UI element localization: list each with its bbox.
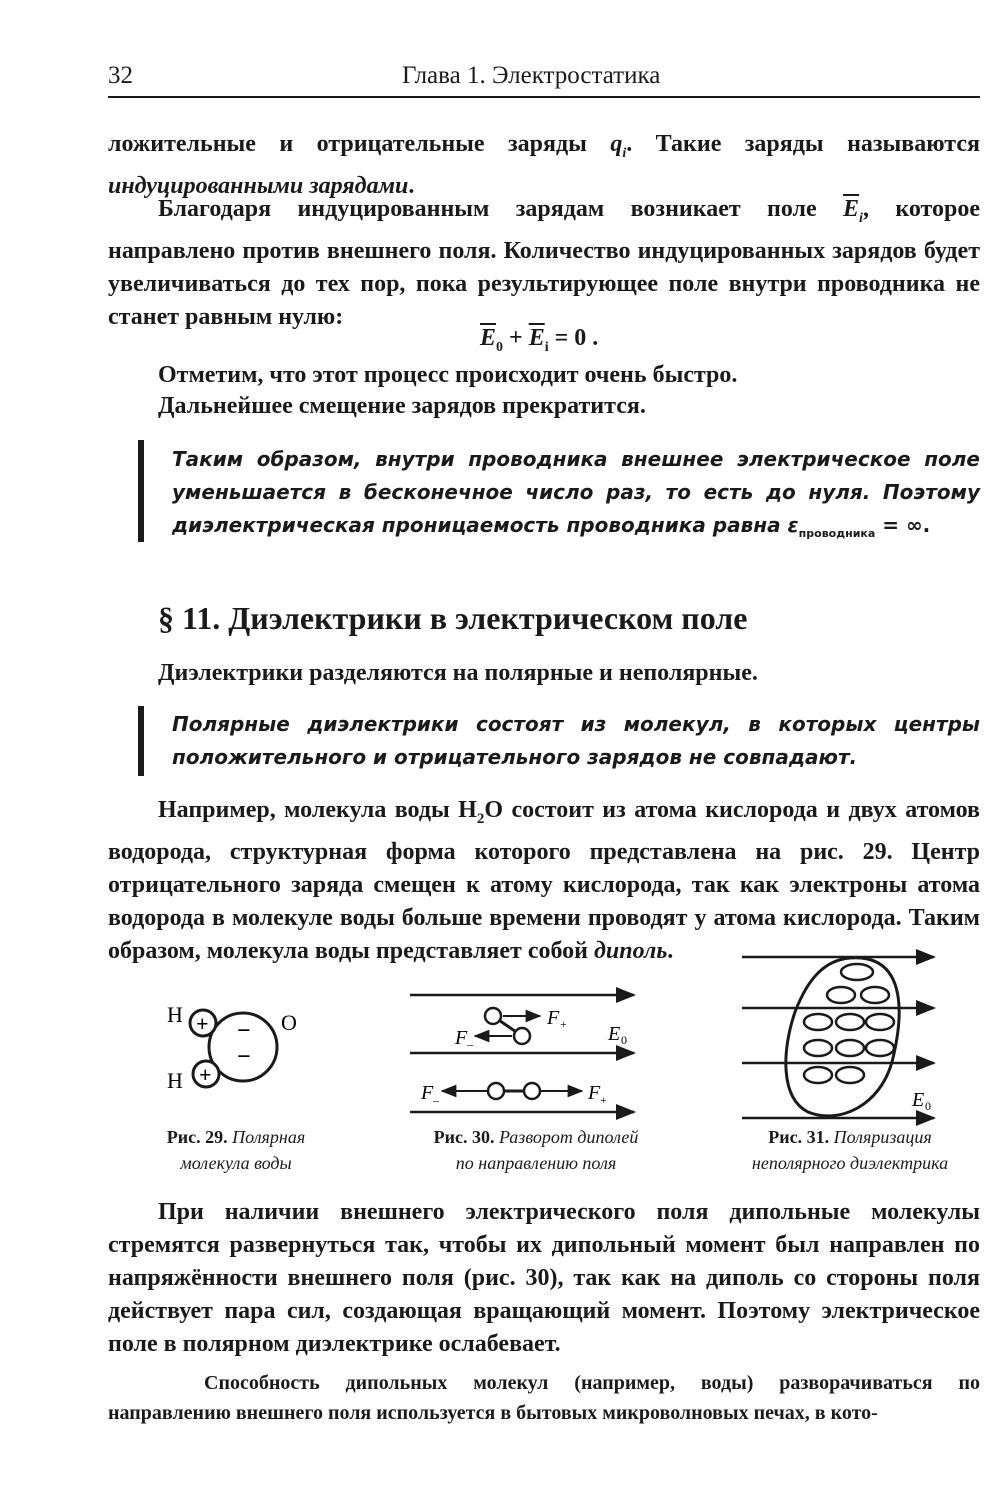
plus-sign-bottom: + [199, 1062, 212, 1087]
figure-31-caption [710, 1124, 990, 1176]
molecule-ellipse [836, 1067, 864, 1083]
eq-ei-sub: i [544, 339, 549, 355]
paragraph-shift-stops: Дальнейшее смещение зарядов прекратится. [158, 393, 646, 419]
figure-29-water-molecule [167, 1002, 297, 1093]
field-e0-label: E [912, 1089, 925, 1111]
header-rule [108, 96, 980, 98]
caption-number: Рис. 31. [768, 1127, 830, 1147]
def1-sub: проводника [798, 527, 876, 540]
caption-line1: Поляризация [833, 1127, 932, 1147]
molecule-ellipse [861, 987, 889, 1003]
molecule-ellipse [836, 1040, 864, 1056]
p5-text-a: Например, молекула воды H [158, 797, 477, 823]
field-symbol: $\overline{E}$ [843, 196, 860, 222]
paragraph-microwave-note: Способность дипольных молекул (например, воды) разворачиваться по направлению внешнего поля используется в бытовых микроволновых печах, в кото- [108, 1372, 980, 1424]
plus-sign-top: + [196, 1011, 209, 1036]
field-e0-label: E [608, 1023, 621, 1045]
molecule-ellipse [866, 1040, 894, 1056]
eq-rest: = 0 . [548, 325, 599, 351]
molecule-ellipse [866, 1014, 894, 1030]
field-subscript: i [859, 210, 863, 226]
equation-field-sum [480, 325, 598, 356]
caption-line1: Разворот диполей [499, 1127, 639, 1147]
positive-charge [485, 1008, 501, 1024]
eq-plus: + [503, 325, 529, 351]
paragraph-process-fast: Отметим, что этот процесс происходит очень быстро. [158, 362, 738, 388]
positive-charge [524, 1083, 540, 1099]
force-minus-sub-2: – [433, 1093, 439, 1107]
force-plus-sub: + [560, 1017, 567, 1031]
def1-tail: = ∞. [875, 513, 931, 537]
p1-text-c: . [408, 172, 415, 199]
field-e0-sub: 0 [925, 1099, 931, 1113]
molecule-ellipse [804, 1040, 832, 1056]
paragraph-induced-field [108, 193, 980, 334]
figure-30-caption [388, 1124, 684, 1176]
molecule-ellipse [841, 964, 873, 980]
molecule-ellipse [827, 987, 855, 1003]
eq-ei: $\overline{E}$ [528, 325, 545, 351]
paragraph-dielectric-types: Диэлектрики разделяются на полярные и неполярные. [158, 660, 758, 686]
caption-line2: молекула воды [180, 1153, 292, 1173]
charge-subscript: i [622, 145, 627, 161]
force-minus-label: F [455, 1027, 468, 1049]
molecule-ellipse [804, 1067, 832, 1083]
p5-text-c: . [667, 937, 674, 964]
definition-bar [138, 440, 144, 542]
running-header-title: Глава 1. Электростатика [402, 62, 661, 89]
charge-symbol: q [610, 131, 623, 157]
force-minus-label-2: F [421, 1082, 434, 1104]
dielectric-body [786, 958, 899, 1116]
force-minus-sub: – [467, 1037, 473, 1051]
p2-text-a: Благодаря индуцированным зарядам возникает поле [158, 196, 844, 222]
p5-sub: 2 [476, 810, 485, 827]
negative-charge [488, 1083, 504, 1099]
p5-text-b: O состоит из атома кислорода и двух атомов водорода, структурная форма которого представлена на рис. 29. Центр отрицательного заряда смещен к атому кислорода, так как электроны атома водорода в молекуле воды больше времени проводят у атома кислорода. Таким образом, молекула воды представляет собой [108, 797, 980, 964]
p2-text-b: , которое направлено против внешнего поля. Количество индуцированных зарядов будет увеличиваться до тех пор, пока результирующее поле внутри проводника не станет равным нулю: [108, 196, 980, 330]
force-plus-label-2: F [588, 1082, 601, 1104]
label-h-bottom: H [167, 1068, 183, 1093]
caption-line1: Полярная [232, 1127, 306, 1147]
caption-number: Рис. 30. [433, 1127, 495, 1147]
definition-bar [138, 706, 144, 776]
paragraph-dipole-alignment: При наличии внешнего электрического поля дипольные молекулы стремятся развернуться так, чтобы их дипольный момент был направлен по напряжённости внешнего поля (рис. 30), так как на диполь со стороны поля действует пара сил, создающая вращающий момент. Поэтому электрическое поле в полярном диэлектрике ослабевает. [108, 1199, 980, 1357]
page-number: 32 [108, 62, 133, 89]
molecule-ellipse [804, 1014, 832, 1030]
polarized-molecules [804, 964, 894, 1083]
negative-charge [514, 1028, 530, 1044]
figure-29-caption [108, 1124, 364, 1176]
force-plus-label: F [547, 1007, 560, 1029]
term-induced-charges: индуцированными зарядами [108, 172, 409, 199]
minus-sign-top: − [237, 1018, 251, 1044]
caption-line2: по направлению поля [455, 1153, 617, 1173]
field-e0-sub: 0 [621, 1033, 627, 1047]
force-plus-sub-2: + [600, 1093, 607, 1107]
definition-polar: Полярные диэлектрики состоят из молекул, в которых центры положительного и отрицательного зарядов не совпадают. [172, 712, 980, 769]
paragraph-induced-charges [108, 128, 980, 203]
figure-31-polarization [742, 957, 934, 1118]
p1-text-b: . Такие заряды называются [626, 131, 980, 157]
caption-line2: неполярного диэлектрика [751, 1153, 949, 1173]
caption-number: Рис. 29. [166, 1127, 228, 1147]
eq-e0-sub: 0 [496, 339, 504, 355]
definition-conductor [172, 443, 980, 550]
section-title: § 11. Диэлектрики в электрическом поле [158, 600, 748, 636]
p1-text-a: ложительные и отрицательные заряды [108, 131, 611, 157]
molecule-ellipse [836, 1014, 864, 1030]
eq-e0: $\overline{E}$ [480, 325, 497, 351]
term-dipole: диполь [594, 937, 668, 964]
def1-text: Таким образом, внутри проводника внешнее электрическое поле уменьшается в бесконечное число раз, то есть до нуля. Поэтому диэлектрическая проницаемость проводника равна ε [172, 447, 980, 537]
label-h-top: H [167, 1002, 183, 1027]
minus-sign-bottom: − [237, 1044, 251, 1070]
figure-30-dipole-rotation [410, 995, 634, 1112]
label-o: O [281, 1010, 297, 1035]
